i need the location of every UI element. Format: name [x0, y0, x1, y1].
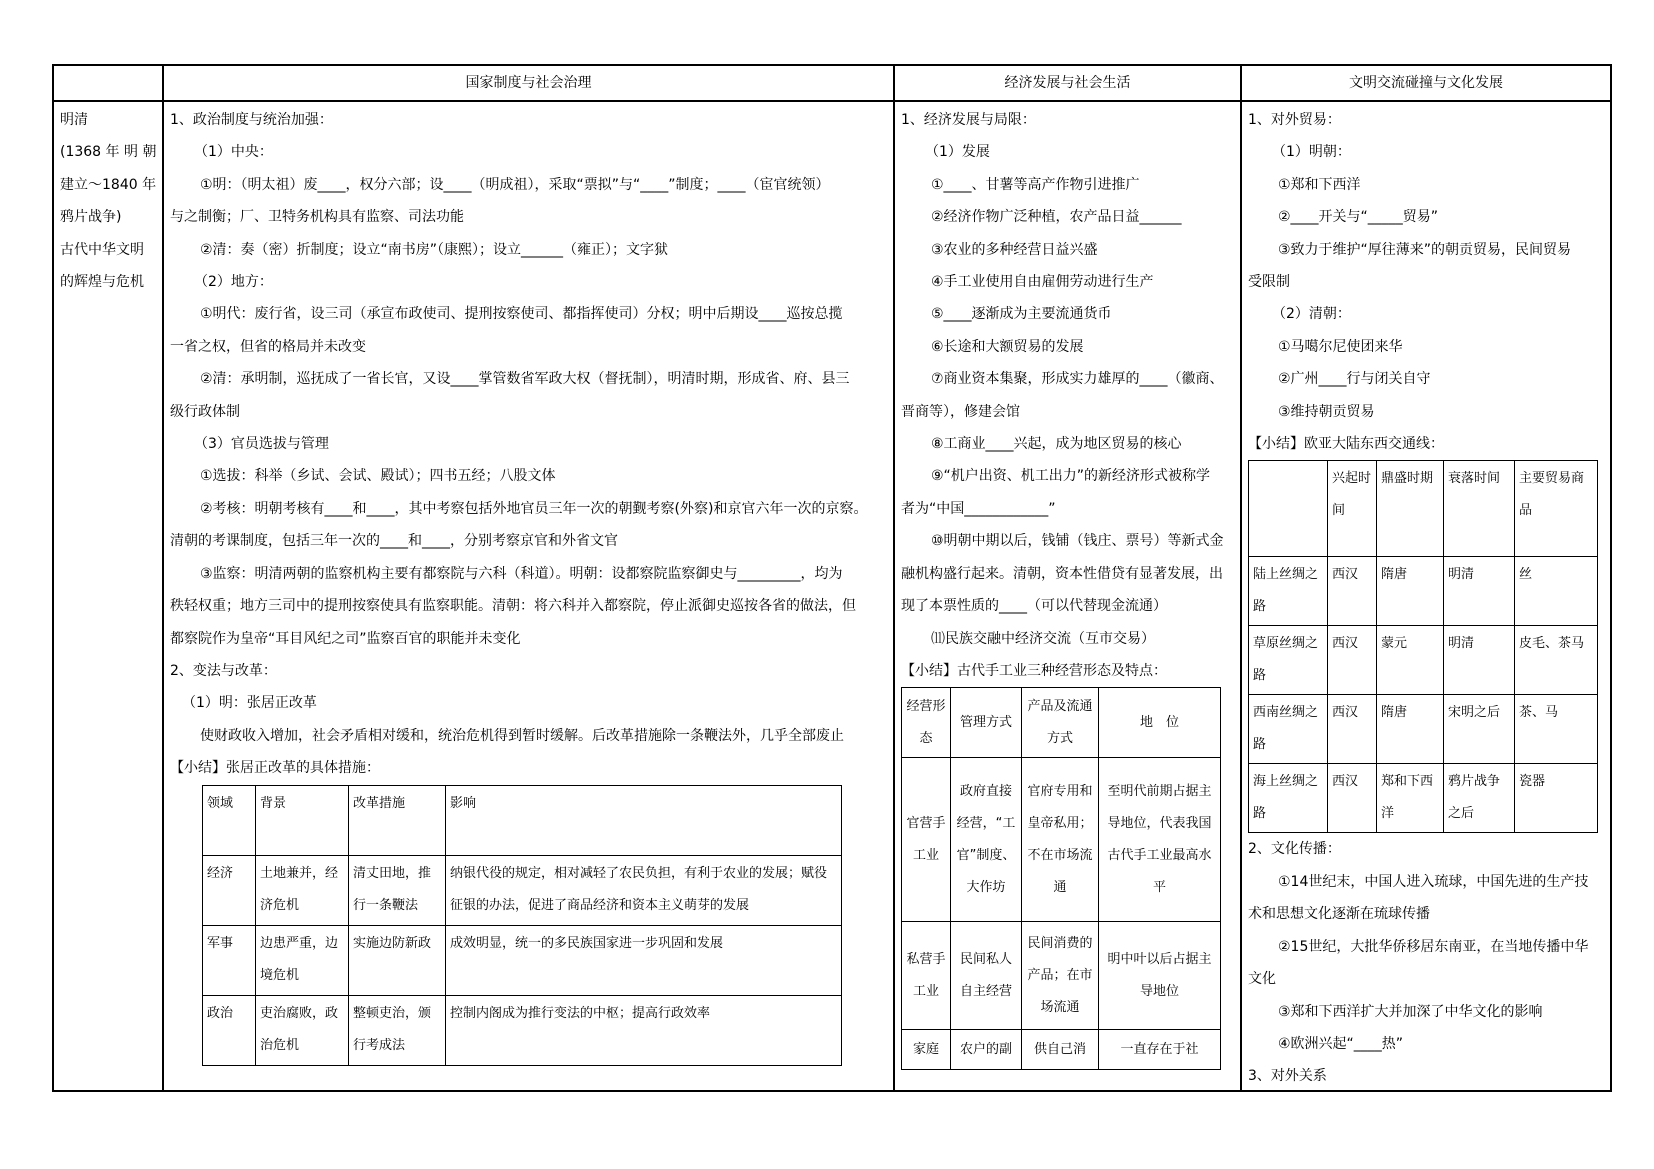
table-cell: 控制内阁成为推行变法的中枢；提高行政效率 [446, 995, 842, 1065]
table-header-cell [1249, 461, 1328, 557]
table-cell: 政治 [203, 995, 256, 1065]
text-line: ③郑和下西洋扩大并加深了中华文化的影响 [1278, 1003, 1543, 1020]
table-header-cell: 影响 [446, 785, 842, 855]
text-line: （2）地方： [194, 274, 273, 291]
table-cell: 一直存在于社 [1099, 1030, 1221, 1070]
text-line: （3）官员选拔与管理 [194, 436, 329, 453]
text-line: ①郑和下西洋 [1278, 176, 1361, 193]
table-cell: 海上丝绸之路 [1249, 764, 1328, 833]
text-line: ①14世纪末，中国人进入琉球，中国先进的生产技 [1278, 873, 1589, 890]
table-cell: 吏治腐败，政治危机 [256, 995, 349, 1065]
text-line: 现了本票性质的____（可以代替现金流通） [901, 598, 1167, 615]
table-header-cell: 经营形态 [902, 688, 951, 758]
table-cell: 隋唐 [1377, 557, 1444, 626]
era-line: 建立～1840 年 [60, 176, 157, 193]
era-line: 的辉煌与危机 [60, 274, 144, 291]
text-line: ②经济作物广泛种植，农产品日益______ [931, 209, 1182, 226]
table-header-cell: 领域 [203, 785, 256, 855]
table-header-row [203, 785, 842, 855]
text-line: ③农业的多种经营日益兴盛 [931, 241, 1098, 258]
table-row [902, 758, 1221, 922]
table-header-cell: 产品及流通方式 [1022, 688, 1099, 758]
header-governance: 国家制度与社会治理 [465, 75, 592, 91]
table-cell: 供自己消 [1022, 1030, 1099, 1070]
text-line: ④手工业使用自由雇佣劳动进行生产 [931, 274, 1154, 291]
header-era [54, 66, 162, 100]
text-line: 术和思想文化逐渐在琉球传播 [1248, 906, 1430, 923]
text-line: 级行政体制 [170, 403, 240, 420]
table-cell: 明清 [1444, 626, 1515, 695]
table-row [203, 855, 842, 925]
table-header-row [902, 688, 1221, 758]
silk-road-table [1248, 460, 1598, 833]
table-header-cell: 地 位 [1099, 688, 1221, 758]
table-header-cell: 主要贸易商品 [1515, 461, 1598, 557]
table-cell: 西汉 [1328, 695, 1377, 764]
table-cell: 西南丝绸之路 [1249, 695, 1328, 764]
text-line: 受限制 [1248, 274, 1290, 291]
summary-title: 【小结】古代手工业三种经营形态及特点： [901, 662, 1167, 679]
header-divider [54, 100, 1610, 102]
text-line: ②清：承明制，巡抚成了一省长官，又设____掌管数省军政大权（督抚制），明清时期，形成省、府、县三 [200, 371, 850, 388]
table-cell: 隋唐 [1377, 695, 1444, 764]
text-line: 秩轻权重；地方三司中的提刑按察使具有监察职能。清朝：将六科并入都察院，停止派御史巡按各省的做法，但 [170, 598, 856, 615]
table-cell: 西汉 [1328, 764, 1377, 833]
text-line: （1）明：张居正改革 [182, 695, 317, 712]
text-line: 融机构盛行起来。清朝，资本性借贷有显著发展，出 [901, 565, 1223, 582]
table-header-cell: 兴起时间 [1328, 461, 1377, 557]
table-cell: 清丈田地，推行一条鞭法 [349, 855, 446, 925]
table-cell: 丝 [1515, 557, 1598, 626]
table-cell: 瓷器 [1515, 764, 1598, 833]
era-column [60, 104, 160, 298]
table-cell: 军事 [203, 925, 256, 995]
header-culture: 文明交流碰撞与文化发展 [1349, 75, 1503, 91]
text-line: 1、经济发展与局限： [901, 112, 1036, 128]
table-row [1249, 557, 1598, 626]
table-cell: 民间消费的产品；在市场流通 [1022, 922, 1099, 1030]
table-header-cell: 背景 [256, 785, 349, 855]
table-header-cell: 衰落时间 [1444, 461, 1515, 557]
text-line: 2、文化传播： [1248, 841, 1341, 858]
text-line: ②考核：明朝考核有____和____，其中考察包括外地官员三年一次的朝觐考察(外察)和京官六年一次的京察。 [200, 500, 868, 517]
era-line: (1368 年 明 朝 [60, 144, 157, 161]
text-line: ①明：（明太祖）废____，权分六部；设____（明成祖），采取“票拟”与“____”制度；____（宦官统领） [200, 176, 830, 193]
text-line: ⑩明朝中期以后，钱铺（钱庄、票号）等新式金 [931, 533, 1224, 550]
text-line: ③致力于维护“厚往薄来”的朝贡贸易，民间贸易 [1278, 241, 1572, 258]
table-row [1249, 626, 1598, 695]
table-cell: 西汉 [1328, 557, 1377, 626]
column-divider [893, 66, 895, 1090]
text-line: ①____、甘薯等高产作物引进推广 [931, 176, 1140, 193]
text-line: 者为“中国____________” [901, 500, 1056, 517]
text-line: 2、变法与改革： [170, 662, 277, 679]
table-cell: 成效明显，统一的多民族国家进一步巩固和发展 [446, 925, 842, 995]
reform-table [202, 785, 842, 1066]
table-header-cell: 改革措施 [349, 785, 446, 855]
table-cell: 皮毛、茶马 [1515, 626, 1598, 695]
table-cell: 宋明之后 [1444, 695, 1515, 764]
text-line: ②广州____行与闭关自守 [1278, 371, 1431, 388]
table-cell: 西汉 [1328, 626, 1377, 695]
table-cell: 整顿吏治，颁行考成法 [349, 995, 446, 1065]
text-line: ⑾民族交融中经济交流（互市交易） [931, 630, 1155, 647]
handicraft-table [901, 687, 1221, 1070]
text-line: 1、对外贸易： [1248, 112, 1341, 128]
text-line: 与之制衡；厂、卫特务机构具有监察、司法功能 [170, 209, 464, 226]
era-line: 鸦片战争) [60, 209, 122, 226]
text-line: 文化 [1248, 971, 1276, 988]
culture-column [1248, 104, 1606, 1093]
text-line: ①选拔：科举（乡试、会试、殿试）；四书五经；八股文体 [200, 468, 556, 485]
table-cell: 草原丝绸之路 [1249, 626, 1328, 695]
text-line: ②____开关与“_____贸易” [1278, 209, 1439, 226]
table-header-cell: 管理方式 [951, 688, 1022, 758]
table-cell: 蒙元 [1377, 626, 1444, 695]
table-cell: 郑和下西洋 [1377, 764, 1444, 833]
text-line: ⑥长途和大额贸易的发展 [931, 338, 1084, 355]
summary-title: 【小结】欧亚大陆东西交通线： [1248, 436, 1444, 453]
text-line: （1）明朝： [1272, 144, 1351, 161]
header-economy: 经济发展与社会生活 [1004, 75, 1131, 91]
text-line: ①马噶尔尼使团来华 [1278, 338, 1403, 355]
text-line: ⑤____逐渐成为主要流通货币 [931, 306, 1112, 323]
table-cell: 官营手工业 [902, 758, 951, 922]
table-cell: 明中叶以后占据主导地位 [1099, 922, 1221, 1030]
table-cell: 土地兼并，经济危机 [256, 855, 349, 925]
text-line: ⑧工商业____兴起，成为地区贸易的核心 [931, 436, 1182, 453]
table-row [902, 1030, 1221, 1070]
text-line: ④欧洲兴起“____热” [1278, 1035, 1404, 1052]
text-line: 清朝的考课制度，包括三年一次的____和____，分别考察京官和外省文官 [170, 533, 618, 550]
text-line: 1、政治制度与统治加强： [170, 112, 333, 128]
text-line: （1）中央： [194, 144, 273, 161]
table-row [1249, 764, 1598, 833]
table-cell: 至明代前期占据主导地位，代表我国古代手工业最高水平 [1099, 758, 1221, 922]
table-cell: 私营手工业 [902, 922, 951, 1030]
text-line: 使财政收入增加，社会矛盾相对缓和，统治危机得到暂时缓解。后改革措施除一条鞭法外，几乎全部废止 [200, 727, 844, 744]
summary-title: 【小结】张居正改革的具体措施： [170, 760, 380, 777]
table-cell: 民间私人自主经营 [951, 922, 1022, 1030]
table-cell: 农户的副 [951, 1030, 1022, 1070]
text-line: ②15世纪，大批华侨移居东南亚，在当地传播中华 [1278, 938, 1589, 955]
table-cell: 官府专用和皇帝私用；不在市场流通 [1022, 758, 1099, 922]
economy-column [901, 104, 1237, 1070]
text-line: ⑨“机户出资、机工出力”的新经济形式被称学 [931, 468, 1211, 485]
text-line: ①明代：废行省，设三司（承宣布政使司、提刑按察使司、都指挥使司）分权；明中后期设____巡按总揽 [200, 306, 843, 323]
table-cell: 边患严重，边境危机 [256, 925, 349, 995]
table-cell: 政府直接经营，“工官”制度、大作坊 [951, 758, 1022, 922]
text-line: ③维持朝贡贸易 [1278, 403, 1375, 420]
text-line: （2）清朝： [1272, 306, 1351, 323]
column-divider [162, 66, 164, 1090]
document-table [52, 64, 1612, 1092]
table-cell: 家庭 [902, 1030, 951, 1070]
table-cell: 实施边防新政 [349, 925, 446, 995]
table-cell: 茶、马 [1515, 695, 1598, 764]
table-row [1249, 695, 1598, 764]
column-divider [1240, 66, 1242, 1090]
table-row [203, 995, 842, 1065]
era-line: 明清 [60, 112, 88, 128]
table-header-row [1249, 461, 1598, 557]
text-line: 都察院作为皇帝“耳目风纪之司”监察百官的职能并未变化 [170, 630, 521, 647]
table-cell: 鸦片战争之后 [1444, 764, 1515, 833]
table-cell: 明清 [1444, 557, 1515, 626]
text-line: ③监察：明清两朝的监察机构主要有都察院与六科（科道）。明朝：设都察院监察御史与_________，均为 [200, 565, 843, 582]
table-cell: 纳银代役的规定，相对减轻了农民负担，有利于农业的发展；赋役征银的办法，促进了商品经济和资本主义萌芽的发展 [446, 855, 842, 925]
table-cell: 陆上丝绸之路 [1249, 557, 1328, 626]
era-line: 古代中华文明 [60, 241, 144, 258]
table-row [902, 922, 1221, 1030]
governance-column [170, 104, 890, 1066]
text-line: （1）发展 [925, 144, 990, 161]
text-line: 3、对外关系 [1248, 1068, 1327, 1085]
text-line: 一省之权，但省的格局并未改变 [170, 338, 366, 355]
table-row [203, 925, 842, 995]
table-cell: 经济 [203, 855, 256, 925]
table-header-cell: 鼎盛时期 [1377, 461, 1444, 557]
text-line: ②清：奏（密）折制度；设立“南书房”（康熙）；设立______（雍正）；文字狱 [200, 241, 669, 258]
text-line: ⑦商业资本集聚，形成实力雄厚的____（徽商、 [931, 371, 1224, 388]
text-line: 晋商等），修建会馆 [901, 403, 1020, 420]
